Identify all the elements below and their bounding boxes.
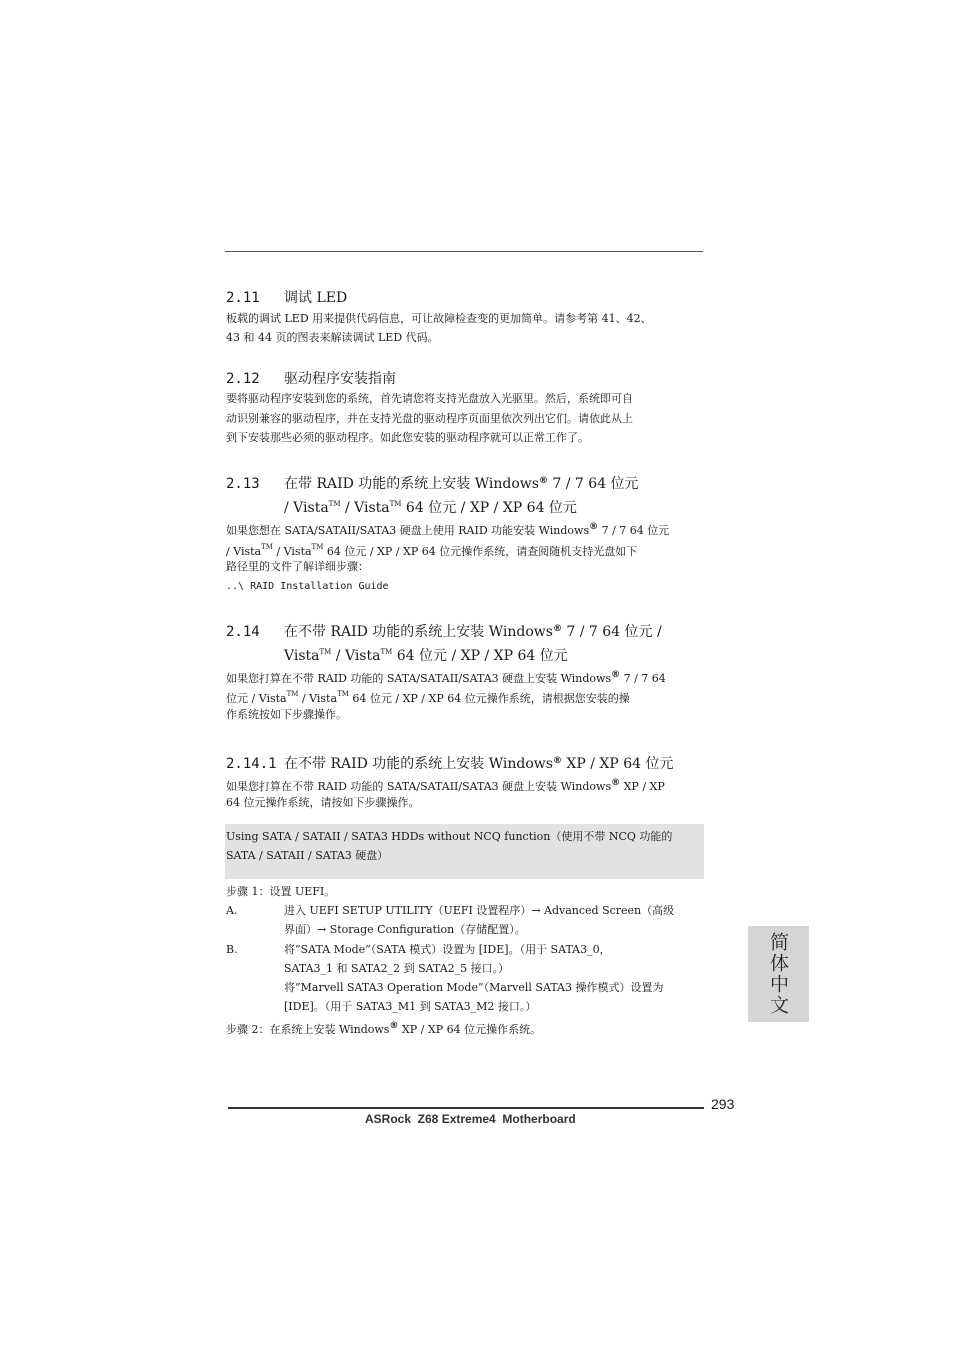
- step-a-line: 进入 UEFI SETUP UTILITY（UEFI 设置程序）→ Advanced Screen（高级: [284, 904, 675, 917]
- step-b-line: [IDE]。（用于 SATA3_M1 到 SATA3_M2 接口。）: [284, 1000, 537, 1013]
- paragraph-line: 动识别兼容的驱动程序，并在支持光盘的驱动程序页面里依次列出它们。请依此从上: [226, 412, 633, 425]
- heading-2-11: 2.11 调试 LED: [226, 290, 348, 306]
- footer-title: ASRock Z68 Extreme4 Motherboard: [365, 1112, 576, 1126]
- paragraph-line: 作系统按如下步骤操作。: [226, 708, 347, 721]
- paragraph-line: 路径里的文件了解详细步骤：: [226, 560, 369, 573]
- step-b-line: SATA3_1 和 SATA2_2 到 SATA2_5 接口。）: [284, 962, 510, 975]
- file-path: ..\ RAID Installation Guide: [226, 581, 389, 592]
- heading-2-14-line2: Vista™ / Vista™ 64 位元 / XP / XP 64 位元: [284, 648, 568, 664]
- paragraph-line: 板载的调试 LED 用来提供代码信息，可让故障检查变的更加简单。请参考第 41、42、: [226, 312, 652, 325]
- paragraph-line: 要将驱动程序安装到您的系统，首先请您将支持光盘放入光驱里。然后，系统即可自: [226, 392, 633, 405]
- paragraph-line: 如果您想在 SATA/SATAII/SATA3 硬盘上使用 RAID 功能安装 Windows® 7 / 7 64 位元: [226, 522, 670, 537]
- footer-rule: [228, 1107, 704, 1109]
- note-line: SATA / SATAII / SATA3 硬盘）: [226, 849, 389, 862]
- step-a-label: A.: [226, 904, 238, 917]
- paragraph-line: 位元 / Vista™ / Vista™ 64 位元 / XP / XP 64 位元操作系统，请根据您安装的操: [226, 690, 630, 705]
- language-tab-label: 简体中文: [767, 932, 789, 1016]
- heading-2-14-1: 2.14.1 在不带 RAID 功能的系统上安装 Windows® XP / XP 64 位元: [226, 756, 674, 772]
- paragraph-line: 64 位元操作系统，请按如下步骤操作。: [226, 796, 420, 809]
- language-tab: [748, 926, 809, 1022]
- heading-2-13-line2: / Vista™ / Vista™ 64 位元 / XP / XP 64 位元: [284, 500, 577, 516]
- paragraph-line: 如果您打算在不带 RAID 功能的 SATA/SATAII/SATA3 硬盘上安装 Windows® 7 / 7 64: [226, 670, 666, 685]
- step-2: 步骤 2：在系统上安装 Windows® XP / XP 64 位元操作系统。: [226, 1021, 542, 1036]
- heading-2-12: 2.12 驱动程序安装指南: [226, 371, 396, 387]
- step-b-line: 将”SATA Mode”（SATA 模式）设置为 [IDE]。（用于 SATA3_0，: [284, 943, 611, 956]
- heading-2-13: 2.13 在带 RAID 功能的系统上安装 Windows® 7 / 7 64 位元: [226, 476, 639, 492]
- paragraph-line: / Vista™ / Vista™ 64 位元 / XP / XP 64 位元操作系统，请查阅随机支持光盘如下: [226, 543, 638, 558]
- step-1: 步骤 1：设置 UEFI。: [226, 885, 336, 898]
- heading-2-14: 2.14 在不带 RAID 功能的系统上安装 Windows® 7 / 7 64 位元 /: [226, 624, 662, 640]
- note-line: Using SATA / SATAII / SATA3 HDDs without NCQ function（使用不带 NCQ 功能的: [226, 830, 673, 843]
- paragraph-line: 到下安装那些必须的驱动程序。如此您安装的驱动程序就可以正常工作了。: [226, 431, 589, 444]
- step-a-line: 界面）→ Storage Configuration（存储配置）。: [284, 923, 526, 936]
- top-rule: [225, 251, 703, 252]
- step-b-line: 将”Marvell SATA3 Operation Mode”（Marvell SATA3 操作模式）设置为: [284, 981, 664, 994]
- paragraph-line: 如果您打算在不带 RAID 功能的 SATA/SATAII/SATA3 硬盘上安装 Windows® XP / XP: [226, 778, 665, 793]
- paragraph-line: 43 和 44 页的图表来解读调试 LED 代码。: [226, 331, 439, 344]
- step-b-label: B.: [226, 943, 238, 956]
- page-number: 293: [711, 1096, 735, 1112]
- registered-mark: ®: [538, 476, 548, 486]
